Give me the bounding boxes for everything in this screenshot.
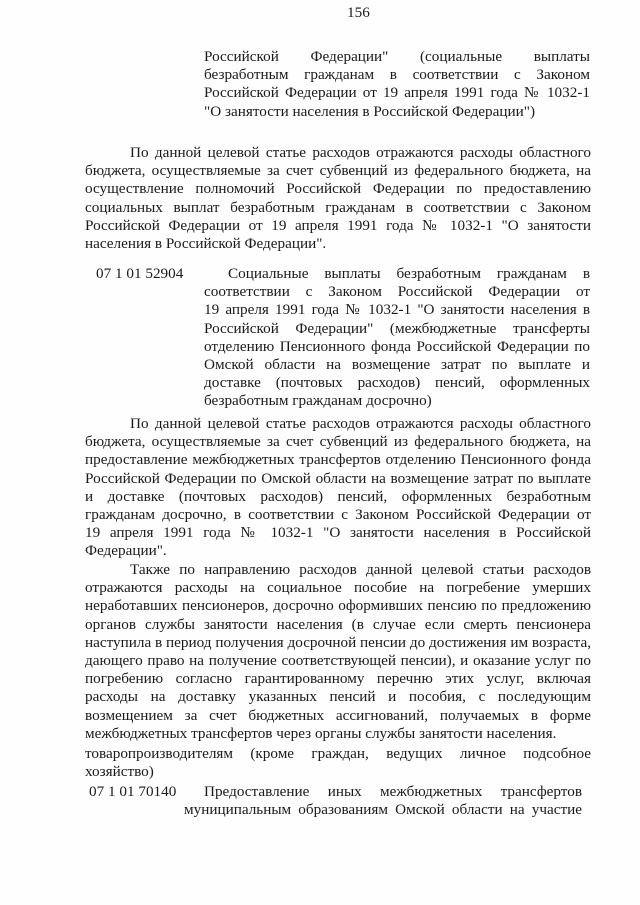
- text-line: хозяйство): [85, 763, 154, 781]
- text-line: Социальные выплаты безработным гражданам в: [228, 265, 590, 282]
- text-line: Российской Федерации" (социальные выплаты: [204, 48, 590, 65]
- entry-continuation: [204, 48, 590, 121]
- text-line: возмещением за счет бюджетных ассигнований, получаемых в форме: [85, 706, 591, 724]
- text-line: доставке (почтовых расходов) пенсий, оформленных: [204, 374, 590, 392]
- text-line: Также по направлению расходов данной целевой статьи расходов: [130, 561, 591, 578]
- text-line: бюджета, осуществляемые за счет субвенций из федерального бюджета, на: [85, 162, 591, 180]
- entry-description: [204, 265, 590, 411]
- text-line: По данной целевой статье расходов отражаются расходы областного: [130, 144, 591, 161]
- text-line: 19 апреля 1991 года № 1032-1 "О занятости населения в Российской: [85, 524, 591, 542]
- text-line: гражданам досрочно, в соответствии с Законом Российской Федерации от: [85, 506, 591, 524]
- text-line: муниципальным образованиям Омской области на участие: [184, 801, 582, 819]
- text-line: безработным гражданам досрочно): [204, 392, 432, 410]
- page-number: 156: [347, 4, 370, 21]
- text-line: Федерации".: [85, 542, 167, 560]
- text-line: неработавших пенсионеров, досрочно оформивших пенсию по предложению: [85, 597, 591, 615]
- text-line: населения в Российской Федерации".: [85, 235, 327, 253]
- text-line: межбюджетных трансфертов через органы службы занятости населения.: [85, 724, 557, 742]
- text-line: осуществление полномочий Российской Федерации по предоставлению: [85, 180, 591, 198]
- text-line: По данной целевой статье расходов отражаются расходы областного: [130, 415, 591, 432]
- classification-code: 07 1 01 52904: [96, 265, 184, 282]
- text-line: безработным гражданам в соответствии с Законом: [204, 66, 590, 84]
- text-line: бюджета, осуществляемые за счет субвенций из федерального бюджета, на: [85, 433, 591, 451]
- paragraph: [85, 144, 591, 253]
- paragraph: [85, 415, 591, 561]
- text-line: отделению Пенсионного фонда Российской Федерации по: [204, 337, 590, 355]
- text-line: органов службы занятости населения (в случае если смерть пенсионера: [85, 615, 591, 633]
- text-line: расходы на доставку указанных пенсий и пособия, с последующим: [85, 688, 591, 706]
- text-line: 19 апреля 1991 года № 1032-1 "О занятости населения в: [204, 301, 590, 319]
- text-line: погребению согласно гарантированному перечню этих услуг, включая: [85, 670, 591, 688]
- text-line: отражаются расходы на социальное пособие на погребение умерших: [85, 579, 591, 597]
- text-line: Российской Федерации от 19 апреля 1991 года № 1032-1 "О занятости: [85, 216, 591, 234]
- text-line: товаропроизводителям (кроме граждан, ведущих личное подсобное: [85, 745, 591, 762]
- paragraph: [85, 561, 591, 743]
- text-line: дающего право на получение соответствующей пенсии), и оказание услуг по: [85, 652, 591, 670]
- entry-description: [184, 783, 582, 819]
- text-line: соответствии с Законом Российской Федерации от: [204, 283, 590, 301]
- text-line: Российской Федерации по Омской области на возмещение затрат по выплате: [85, 469, 591, 487]
- classification-code: 07 1 01 70140: [89, 783, 177, 800]
- text-line: и доставке (почтовых расходов) пенсий, оформленных безработным: [85, 487, 591, 505]
- text-line: Российской Федерации от 19 апреля 1991 года № 1032-1: [204, 84, 590, 102]
- text-line: Омской области на возмещение затрат по выплате и: [204, 356, 590, 374]
- text-line: Предоставление иных межбюджетных трансфертов: [204, 783, 582, 800]
- text-line: наступила в период получения досрочной пенсии до достижения им возраста,: [85, 633, 591, 651]
- text-fragment: [85, 745, 591, 781]
- text-line: предоставление межбюджетных трансфертов отделению Пенсионного фонда: [85, 451, 591, 469]
- text-line: социальных выплат безработным гражданам в соответствии с Законом: [85, 198, 591, 216]
- text-line: Российской Федерации" (межбюджетные трансферты: [204, 319, 590, 337]
- text-line: "О занятости населения в Российской Федерации"): [204, 102, 536, 120]
